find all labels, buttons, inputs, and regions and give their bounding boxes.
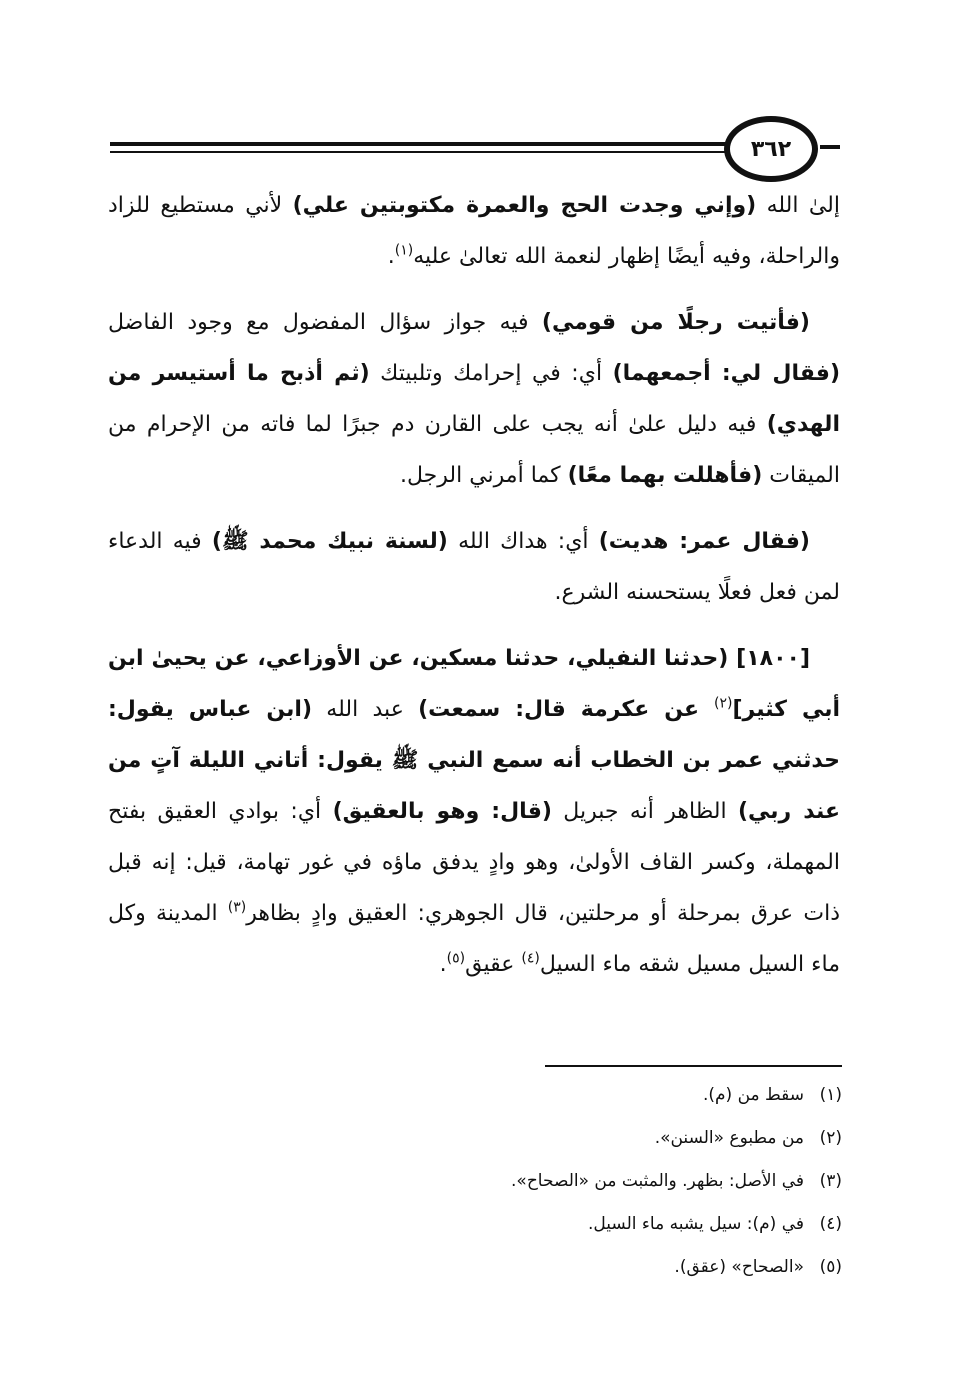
- header-rule-thick: [110, 142, 725, 146]
- text-span: .: [439, 952, 447, 977]
- paragraph-2: [108, 297, 840, 501]
- text-span: .: [387, 244, 395, 269]
- footnote-number: (٢): [819, 1128, 842, 1148]
- footnote-separator: [545, 1065, 842, 1067]
- text-span: إلىٰ الله: [756, 193, 840, 218]
- footnote-number: (٣): [819, 1171, 842, 1191]
- hadith-quote: (لسنة نبيك محمد ﷺ): [211, 529, 448, 554]
- header-rule-right: [820, 145, 840, 149]
- footnote-ref[interactable]: (١): [394, 242, 414, 259]
- text-span: عقيق: [465, 952, 522, 977]
- footnote-text: «الصحاح» (عقق).: [674, 1257, 804, 1277]
- footnote-number: (١): [819, 1085, 842, 1105]
- footnote-number: (٥): [819, 1257, 842, 1277]
- text-span: عبد الله: [312, 697, 419, 722]
- main-text: [108, 180, 840, 990]
- footnote-text: سقط من (م).: [702, 1085, 804, 1105]
- footnote-item: [300, 1246, 842, 1289]
- footnote-item: [300, 1074, 842, 1117]
- footnote-ref[interactable]: (٤): [521, 950, 540, 967]
- text-span: لأني مستطيع للزاد والراحلة، وفيه أيضًا إظهار لنعمة الله تعالىٰ عليه: [108, 193, 840, 269]
- text-span: أي: هداك الله: [447, 529, 599, 554]
- footnote-ref[interactable]: (٥): [446, 950, 466, 967]
- text-span: أي: بوادي العقيق بفتح المهملة، وكسر القاف الأولىٰ، وهو وادٍ يدفق ماؤه في غور تهامة، قيل: إنه قبل ذات عرق بمرحلة أو مرحلتين، قال الجوهري: العقيق وادٍ بظاهر: [108, 799, 840, 926]
- header-rule-thin: [110, 151, 725, 153]
- text-span: فيه دليل علىٰ أنه يجب على القارن دم جبرًا لما فاته من الإحرام من الميقات: [108, 412, 840, 488]
- footnote-ref[interactable]: (٣): [227, 899, 247, 916]
- footnote-text: في (م): سيل يشبه ماء السيل.: [588, 1214, 804, 1234]
- page-number: ٣٦٢: [724, 116, 818, 182]
- footnote-number: (٤): [819, 1214, 842, 1234]
- text-span: كما أمرني الرجل.: [400, 463, 568, 488]
- hadith-quote: عن عكرمة قال: سمعت): [418, 697, 715, 722]
- text-span: المدينة وكل ماء السيل مسيل شقه ماء السيل: [108, 901, 840, 977]
- paragraph-4: [108, 633, 840, 990]
- hadith-quote: (ثم أذبح ما أستيسر من الهدي): [108, 361, 840, 437]
- footnote-item: [300, 1203, 842, 1246]
- hadith-quote: (وإني وجدت الحج والعمرة مكتوبتين علي): [292, 193, 757, 218]
- text-span: الظاهر أنه جبريل: [551, 799, 738, 824]
- footnote-item: [300, 1160, 842, 1203]
- footnote-text: من مطبوع «السنن».: [654, 1128, 804, 1148]
- footnote-item: [300, 1117, 842, 1160]
- hadith-quote: (فقال عمر: هديت): [598, 529, 810, 554]
- hadith-quote: [١٨٠٠] (حدثنا النفيلي، حدثنا مسكين، عن الأوزاعي، عن يحيىٰ ابن أبي كثير]: [108, 646, 841, 722]
- hadith-quote: (قال: وهو بالعقيق): [332, 799, 552, 824]
- hadith-quote: (فقال لي: أجمعهما): [612, 361, 841, 386]
- footnote-text: في الأصل: بظهر. والمثبت من «الصحاح».: [511, 1171, 804, 1191]
- footnote-ref[interactable]: (٢): [714, 695, 733, 712]
- text-span: فيه الدعاء لمن فعل فعلًا يستحسنه الشرع.: [108, 529, 840, 605]
- footnotes: [300, 1074, 842, 1289]
- hadith-quote: (فأهللت بهما معًا): [567, 463, 763, 488]
- hadith-quote: (فأتيت رجلًا من قومي): [541, 310, 810, 335]
- text-span: أي: في إحرامك وتلبيتك: [369, 361, 613, 386]
- hadith-quote: (ابن عباس يقول: حدثني عمر بن الخطاب أنه سمع النبي ﷺ يقول: أتاني الليلة آتٍ من عند ربي): [108, 697, 840, 824]
- paragraph-3: [108, 516, 840, 618]
- text-span: فيه جواز سؤال المفضول مع وجود الفاضل: [108, 310, 542, 335]
- paragraph-1: [108, 180, 840, 282]
